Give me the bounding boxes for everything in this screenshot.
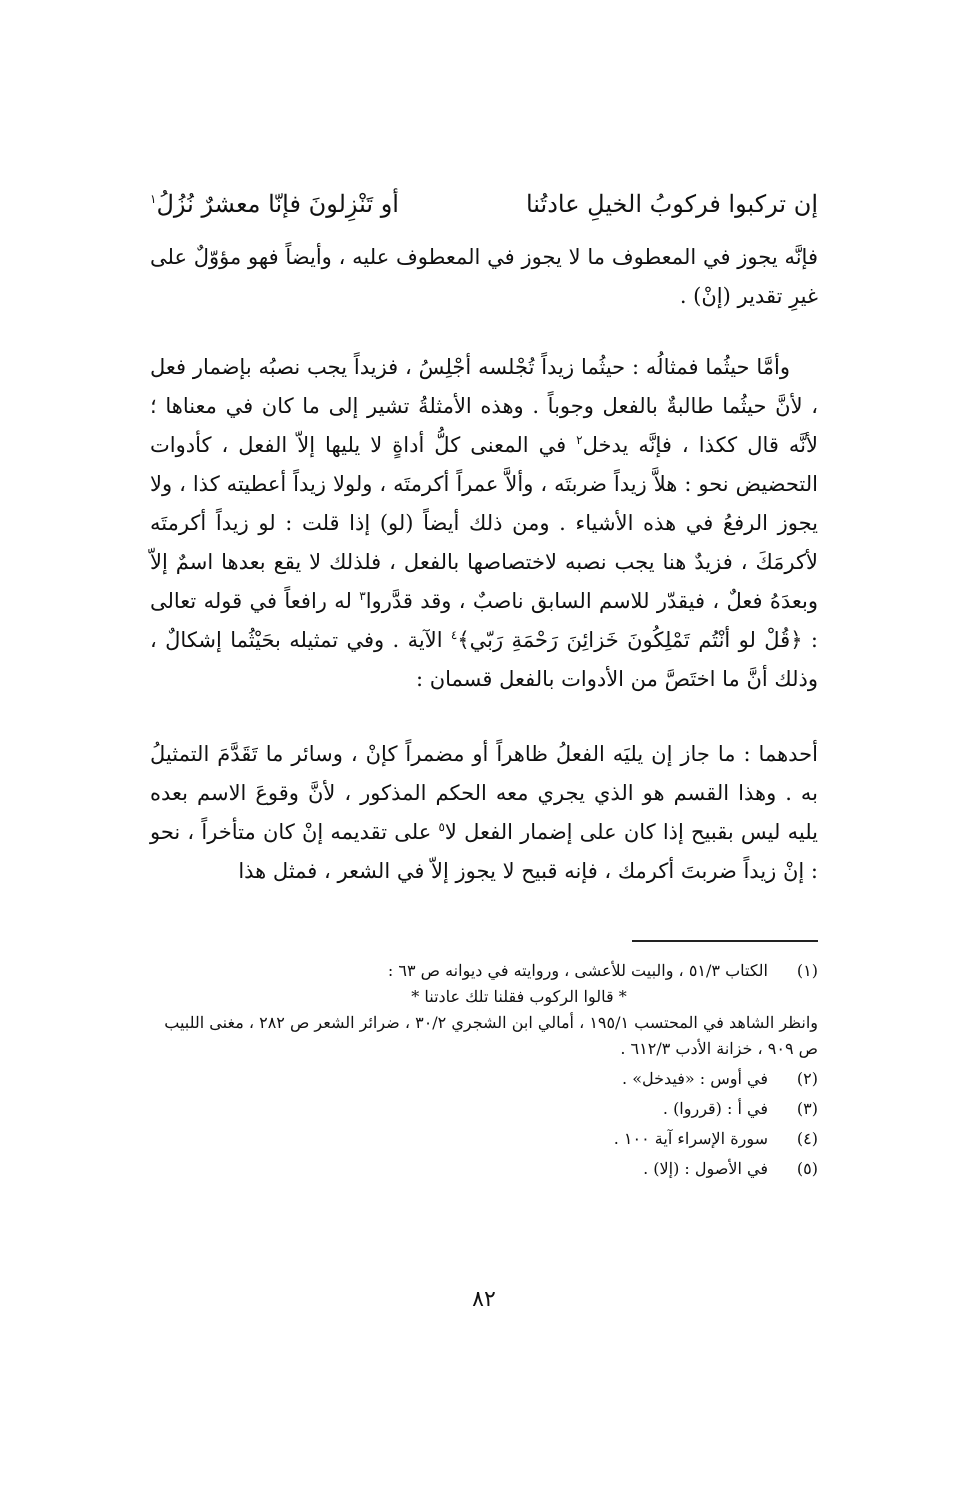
- footnote-text: الكتاب ٥١/٣ ، والبيت للأعشى ، وروايته في ديوانه ص ٦٣ :: [387, 961, 768, 980]
- footnote-text: في أ : (قرروا) .: [662, 1099, 768, 1118]
- paragraph-1: فإنَّه يجوز في المعطوف ما لا يجوز في المعطوف عليه ، وأيضاً فهو مؤوّلٌ على غيرِ تقدير (إنْ) .: [150, 245, 818, 308]
- footnotes: [150, 958, 818, 1186]
- footnote-ref-5: ٥: [438, 820, 445, 834]
- verse-second-hemistich: أو تَنْزِلونَ فإنّا معشرٌ نُزُلُ$^١$: [150, 190, 399, 218]
- footnote-text: في أوس : «فيدخل» .: [622, 1069, 768, 1088]
- verse-first-hemistich: إن تركبوا فركوبُ الخيلِ عادتُنا: [525, 190, 818, 218]
- footnote-quoted-verse: * قالوا الركوب فقلنا تلك عادتنا *: [411, 987, 627, 1006]
- footnote-3: [150, 1096, 818, 1122]
- footnote-number: (١): [796, 961, 818, 980]
- footnote-text: وانظر الشاهد في المحتسب ١٩٥/١ ، أمالي ابن الشجري ٣٠/٢ ، ضرائر الشعر ص ٢٨٢ ، مغنى اللبيب ص ٩٠٩ ، خزانة الأدب ٦١٢/٣ .: [164, 1013, 818, 1058]
- footnote-number: (٤): [796, 1129, 818, 1148]
- footnote-number: (٣): [796, 1099, 818, 1118]
- footnote-ref-4: ٤: [450, 628, 458, 642]
- page-number: ٨٢: [472, 1287, 496, 1312]
- footnote-text: في الأصول : (إلا) .: [643, 1159, 768, 1178]
- paragraph-2: [150, 348, 818, 699]
- paragraph-2-part-4: الآية . وفي تمثيله بحَيْثُما إشكالٌ ، وذلك أنَّ ما اختَصَّ من الأدوات بالفعل قسمان :: [150, 628, 818, 691]
- footnote-5: [150, 1156, 818, 1182]
- footnote-divider: [632, 940, 818, 942]
- footnote-ref-3: ٣: [359, 589, 366, 603]
- paragraph-2-part-3: له رافعاً في قوله تعالى : ﴿قُلْ لو أنْتُم تَمْلِكُونَ خَزائِنَ رَحْمَةِ رَبّي﴾: [150, 589, 818, 652]
- paragraph-2-part-2: في المعنى كلُّ أداةٍ لا يليها إلاّ الفعل ، كأدوات التحضيض نحو : هلاَّ زيداً ضربتَه ، وألاَّ عمراً أكرمتَه ، ولولا زيداً أعطيته كذا ، ولا يجوز الرفعُ في هذه الأشياء . ومن ذلك أيضاً (لو) إذا قلت : لو زيداً أكرمتَه لأكرمَكَ ، فزيدٌ هنا يجب نصبه لاختصاصها بالفعل ، فلذلك لا يقع بعدها اسمٌ إلاّ وبعدَهُ فعلٌ ، فيقدّر للاسم السابق ناصبٌ ، وقد قدَّروا: [150, 433, 818, 613]
- footnote-1: [150, 958, 818, 1062]
- poetry-verse: [150, 182, 818, 226]
- paragraph-3-part-2: على تقديمه إنْ كان متأخراً ، نحو : إنْ زيداً ضربتَ أكرمك ، فإنه قبيح لا يجوز إلاّ في الشعر ، فمثل هذا: [150, 820, 818, 883]
- footnote-ref-2: ٢: [576, 433, 583, 447]
- footnote-4: [150, 1126, 818, 1152]
- paragraph-3: [150, 735, 818, 891]
- footnote-ref-1: ١: [150, 192, 157, 206]
- paragraph-2-part-1: وأمَّا حيثُما فمثالُه : حيثُما زيداً تُجْلسه أجْلِسُ ، فزيداً يجب نصبُه بإضمار فعل ، لأنَّ حيثُما طالبةٌ بالفعل وجوباً . وهذه الأمثلةُ تشير إلى ما كان في معناها ؛ لأنَّه قال ككذا ، فإنَّه يدخل: [150, 355, 818, 457]
- footnote-number: (٥): [796, 1159, 818, 1178]
- footnote-number: (٢): [796, 1069, 818, 1088]
- footnote-text: سورة الإسراء آية ١٠٠ .: [613, 1129, 768, 1148]
- footnote-2: [150, 1066, 818, 1092]
- paragraph-3-part-1: أحدهما : ما جاز إن يليَه الفعلُ ظاهراً أو مضمراً كإنْ ، وسائر ما تَقَدَّمَ التمثيلُ به . وهذا القسم هو الذي يجري معه الحكم المذكور ، لأنَّ وقوعَ الاسم بعده يليه ليس بقبيح إذا كان على إضمار الفعل لا: [150, 742, 818, 844]
